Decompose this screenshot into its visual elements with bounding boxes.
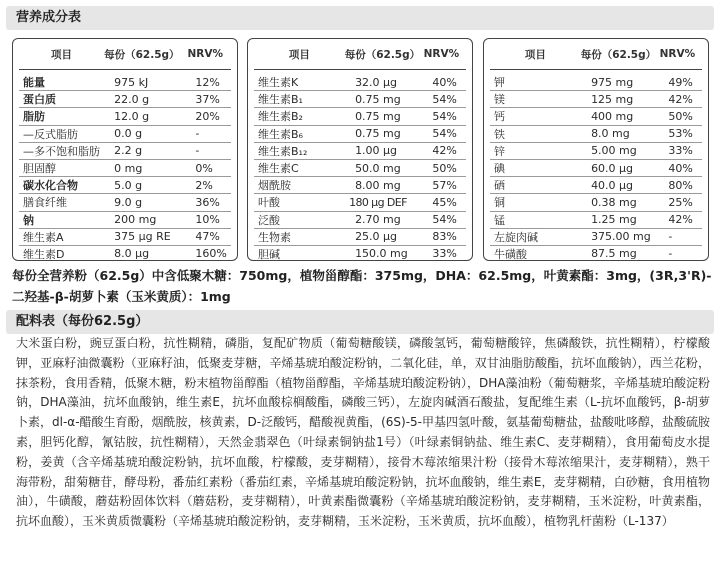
nutrient-value: 180 μg DEF xyxy=(349,195,407,209)
nutrient-name: 碘 xyxy=(494,162,505,176)
nutrient-nrv: 49% xyxy=(668,75,693,89)
table-row xyxy=(254,177,466,194)
nutrient-name: 维生素K xyxy=(258,76,299,90)
nutrient-nrv: - xyxy=(195,127,200,141)
nutrient-value: 375.00 mg xyxy=(591,230,651,244)
nutrient-name: 铜 xyxy=(494,196,505,210)
nutrient-name: 碳水化合物 xyxy=(23,179,78,193)
nutrient-value: 50.0 mg xyxy=(355,161,401,175)
nutrient-name: 膳食纤维 xyxy=(23,196,67,210)
table-row xyxy=(19,212,231,229)
nutrient-value: 200 mg xyxy=(114,213,157,227)
ingredients-title: 配料表（每份62.5g） xyxy=(16,314,149,329)
nutrient-value: 5.00 mg xyxy=(591,144,637,158)
nutrient-nrv: 33% xyxy=(432,247,457,261)
nutrient-name: 能量 xyxy=(23,76,45,90)
table-row xyxy=(19,160,231,177)
nutrition-title-bar xyxy=(6,6,714,30)
nutrient-value: 12.0 g xyxy=(114,109,150,123)
table-rows xyxy=(490,70,702,261)
nutrient-nrv: 54% xyxy=(432,92,457,106)
table-row xyxy=(19,177,231,194)
header-nrv: NRV% xyxy=(187,48,224,60)
nutrient-name: 叶酸 xyxy=(258,196,280,210)
table-row xyxy=(490,108,702,125)
nutrient-name: 钙 xyxy=(494,110,505,124)
ingredients-title-bar xyxy=(6,310,714,334)
nutrient-value: 375 μg RE xyxy=(114,230,171,244)
table-row xyxy=(254,160,466,177)
nutrient-name: 钠 xyxy=(23,213,34,227)
nutrient-nrv: 40% xyxy=(668,161,693,175)
table-row xyxy=(254,91,466,108)
table-row xyxy=(490,229,702,246)
nutrient-nrv: 42% xyxy=(432,144,457,158)
nutrient-nrv: 80% xyxy=(668,178,693,192)
nutrient-value: 9.0 g xyxy=(114,195,143,209)
table-row xyxy=(254,229,466,246)
nutrient-nrv: 10% xyxy=(195,213,220,227)
nutrient-nrv: - xyxy=(195,144,200,158)
nutrient-name: 生物素 xyxy=(258,230,291,244)
nutrient-name: 维生素B₂ xyxy=(258,110,303,124)
nutrient-nrv: 42% xyxy=(668,92,693,106)
table-row xyxy=(490,74,702,91)
table-row xyxy=(490,126,702,143)
nutrient-value: 8.00 mg xyxy=(355,178,401,192)
header-item: 项目 xyxy=(51,48,73,61)
nutrient-name: 维生素B₁₂ xyxy=(258,144,308,158)
nutrient-name: 左旋肉碱 xyxy=(494,230,538,244)
nutrient-nrv: 33% xyxy=(668,144,693,158)
nutrient-name: 镁 xyxy=(494,93,505,107)
nutrient-nrv: 2% xyxy=(195,178,213,192)
nutrient-name: 胆碱 xyxy=(258,247,280,261)
nutrient-nrv: 25% xyxy=(668,195,693,209)
nutrition-table-3 xyxy=(483,38,709,261)
table-row xyxy=(19,91,231,108)
nutrient-name: 维生素D xyxy=(23,247,65,261)
nutrient-value: 975 kJ xyxy=(114,75,149,89)
nutrient-value: 975 mg xyxy=(591,75,634,89)
table-header xyxy=(490,39,702,70)
nutrient-value: 8.0 mg xyxy=(591,127,630,141)
nutrient-name: 钾 xyxy=(494,76,505,90)
additives-summary: 每份全营养粉（62.5g）中含低聚木糖：750mg，植物甾醇酯：375mg，DHA：62.5mg，叶黄素酯：3mg，(3R,3'R)-二羟基-β-胡萝卜素（玉米黄质）：1mg xyxy=(12,268,712,304)
nutrient-value: 2.70 mg xyxy=(355,213,401,227)
nutrient-name: 硒 xyxy=(494,179,505,193)
nutrient-nrv: 50% xyxy=(432,161,457,175)
nutrition-title: 营养成分表 xyxy=(16,10,82,25)
nutrient-name: 锌 xyxy=(494,144,505,158)
table-row xyxy=(19,194,231,211)
nutrient-nrv: 160% xyxy=(195,247,227,261)
nutrient-name: 脂肪 xyxy=(23,110,45,124)
table-row xyxy=(254,108,466,125)
nutrient-name: 蛋白质 xyxy=(23,93,56,107)
nutrient-name: —反式脂肪 xyxy=(23,127,78,141)
header-item: 项目 xyxy=(524,48,546,61)
table-row xyxy=(254,143,466,160)
nutrient-value: 1.00 μg xyxy=(355,144,398,158)
header-serving: 每份（62.5g） xyxy=(580,48,657,61)
table-row xyxy=(490,212,702,229)
header-item: 项目 xyxy=(288,48,310,61)
nutrient-value: 22.0 g xyxy=(114,92,150,106)
nutrient-name: —多不饱和脂肪 xyxy=(23,144,100,158)
table-header xyxy=(19,39,231,70)
table-rows xyxy=(254,70,466,261)
nutrient-value: 40.0 μg xyxy=(591,178,634,192)
nutrient-value: 0 mg xyxy=(114,161,143,175)
table-rows xyxy=(19,70,231,261)
table-row xyxy=(254,126,466,143)
header-nrv: NRV% xyxy=(659,48,696,60)
nutrient-value: 150.0 mg xyxy=(355,247,408,261)
nutrient-name: 维生素A xyxy=(23,230,64,244)
nutrient-value: 87.5 mg xyxy=(591,247,637,261)
table-row xyxy=(254,246,466,261)
table-header xyxy=(254,39,466,70)
nutrient-nrv: 12% xyxy=(195,75,220,89)
nutrient-value: 0.75 mg xyxy=(355,127,401,141)
nutrient-value: 25.0 μg xyxy=(355,230,398,244)
table-row xyxy=(19,108,231,125)
ingredients-text: 大米蛋白粉，豌豆蛋白粉，抗性糊精，磷脂，复配矿物质（葡萄糖酸镁，磷酸氢钙，葡萄糖酸锌，焦磷酸铁，抗性糊精），柠檬酸钾，亚麻籽油微囊粉（亚麻籽油，低聚麦芽糖，辛烯基琥珀酸淀粉钠，二氧化硅，单，双甘油脂肪酸酯，抗坏血酸钠），西兰花粉，抹茶粉，食用香精，低聚木糖，粉末植物甾醇酯（植物甾醇酯，辛烯基琥珀酸淀粉钠），DHA藻油粉（葡萄糖浆，辛烯基琥珀酸淀粉钠，DHA藻油，抗坏血酸钠，维生素E，抗坏血酸棕榈酸酯，磷酸三钙），左旋肉碱酒石酸盐，复配维生素（L-抗坏血酸钙，β-胡萝卜素，dl-α-醋酸生育酚，烟酰胺，核黄素，D-泛酸钙，醋酸视黄酯，(6S)-5-甲基四氢叶酸，氨基葡萄糖盐，盐酸吡哆醇，盐酸硫胺素，胆钙化醇，氰钴胺，抗性糊精），天然金翡翠色（叶绿素铜钠盐1号）（叶绿素铜钠盐、维生素C、麦芽糊精），食用葡萄皮水提粉，姜黄（含辛烯基琥珀酸淀粉钠，抗坏血酸，柠檬酸，麦芽糊精），接骨木莓浓缩果汁粉（接骨木莓浓缩果汁，麦芽糊精），熟干海带粉，甜菊糖苷，酵母粉，番茄红素粉（番茄红素，辛烯基琥珀酸淀粉钠，抗坏血酸钠，维生素E，麦芽糊精，白砂糖，食用植物油），牛磺酸，蘑菇粉固体饮料（蘑菇粉，麦芽糊精），叶黄素酯微囊粉（辛烯基琥珀酸淀粉钠，麦芽糊精，玉米淀粉，叶黄素酯，抗坏血酸），玉米黄质微囊粉（辛烯基琥珀酸淀粉钠，麦芽糊精，玉米淀粉，玉米黄质，抗坏血酸），植物乳杆菌粉（L-137） xyxy=(16,336,711,529)
nutrient-nrv: 45% xyxy=(432,195,457,209)
nutrient-name: 维生素C xyxy=(258,162,299,176)
nutrient-nrv: 83% xyxy=(432,230,457,244)
nutrient-nrv: 36% xyxy=(195,195,220,209)
table-row xyxy=(19,229,231,246)
nutrient-nrv: 40% xyxy=(432,75,457,89)
nutrient-nrv: 0% xyxy=(195,161,213,175)
nutrient-name: 烟酰胺 xyxy=(258,179,291,193)
nutrient-value: 125 mg xyxy=(591,92,634,106)
nutrient-nrv: 37% xyxy=(195,92,220,106)
table-row xyxy=(19,246,231,261)
header-serving: 每份（62.5g） xyxy=(104,48,180,61)
nutrition-table-1 xyxy=(12,38,238,261)
table-row xyxy=(490,246,702,261)
nutrient-nrv: - xyxy=(668,230,673,244)
nutrient-nrv: 54% xyxy=(432,109,457,123)
table-row xyxy=(254,212,466,229)
table-row xyxy=(254,194,466,211)
table-row xyxy=(490,91,702,108)
nutrient-nrv: 57% xyxy=(432,178,457,192)
nutrient-name: 铁 xyxy=(494,127,505,141)
nutrient-name: 锰 xyxy=(494,213,505,227)
nutrient-value: 0.38 mg xyxy=(591,195,637,209)
nutrient-value: 0.75 mg xyxy=(355,92,401,106)
nutrient-name: 维生素B₁ xyxy=(258,93,303,107)
nutrient-value: 5.0 g xyxy=(114,178,143,192)
table-row xyxy=(254,74,466,91)
nutrient-name: 泛酸 xyxy=(258,213,280,227)
nutrient-nrv: 47% xyxy=(195,230,220,244)
nutrient-value: 0.0 g xyxy=(114,127,143,141)
table-row xyxy=(19,143,231,160)
nutrient-value: 60.0 μg xyxy=(591,161,634,175)
nutrient-value: 400 mg xyxy=(591,109,634,123)
nutrient-name: 牛磺酸 xyxy=(494,247,527,261)
table-row xyxy=(490,160,702,177)
table-row xyxy=(19,126,231,143)
nutrient-value: 0.75 mg xyxy=(355,109,401,123)
nutrient-name: 维生素B₆ xyxy=(258,127,303,141)
nutrient-value: 32.0 μg xyxy=(355,75,398,89)
nutrient-nrv: 20% xyxy=(195,109,220,123)
nutrition-table-2 xyxy=(247,38,473,261)
nutrient-nrv: - xyxy=(668,247,673,261)
nutrient-value: 1.25 mg xyxy=(591,213,637,227)
table-row xyxy=(490,143,702,160)
nutrient-nrv: 50% xyxy=(668,109,693,123)
table-row xyxy=(490,177,702,194)
nutrient-name: 胆固醇 xyxy=(23,162,56,176)
header-nrv: NRV% xyxy=(423,48,460,60)
header-serving: 每份（62.5g） xyxy=(344,48,421,61)
nutrient-nrv: 54% xyxy=(432,213,457,227)
nutrient-nrv: 53% xyxy=(668,127,693,141)
nutrient-nrv: 54% xyxy=(432,127,457,141)
nutrient-nrv: 42% xyxy=(668,213,693,227)
nutrient-value: 8.0 μg xyxy=(114,247,150,261)
nutrient-value: 2.2 g xyxy=(114,144,143,158)
table-row xyxy=(490,194,702,211)
table-row xyxy=(19,74,231,91)
